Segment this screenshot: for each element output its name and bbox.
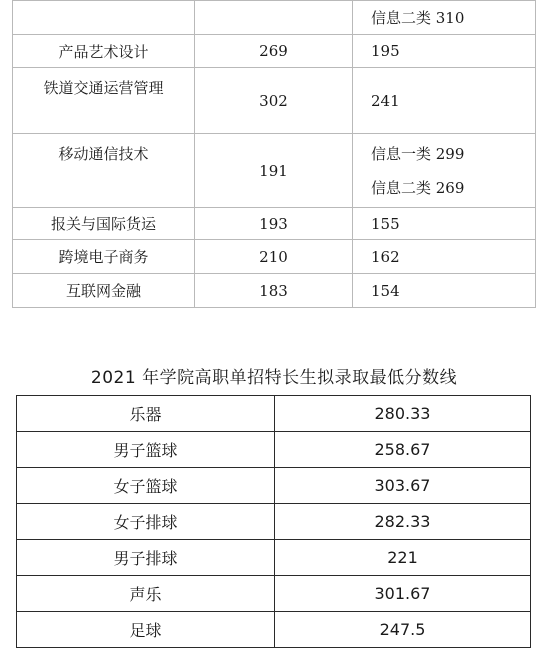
table-row xyxy=(17,396,531,432)
score-detail-cell: 162 xyxy=(353,240,536,274)
score-cell: 191 xyxy=(195,134,353,208)
table-row xyxy=(17,576,531,612)
score-cell: 193 xyxy=(195,208,353,240)
table-row xyxy=(17,504,531,540)
score-detail-cell: 195 xyxy=(353,35,536,68)
score-cell: 269 xyxy=(195,35,353,68)
specialty-name-cell: 女子排球 xyxy=(17,504,275,540)
score-detail-cell: 155 xyxy=(353,208,536,240)
min-score-cell: 280.33 xyxy=(275,396,531,432)
min-score-cell: 282.33 xyxy=(275,504,531,540)
min-score-cell: 301.67 xyxy=(275,576,531,612)
major-name-cell: 报关与国际货运 xyxy=(13,208,195,240)
score-detail-line: 信息二类 269 xyxy=(371,178,465,197)
score-cell: 302 xyxy=(195,68,353,134)
score-detail-cell: 信息二类 310 xyxy=(353,1,536,35)
major-name-cell xyxy=(13,1,195,35)
table-row xyxy=(17,612,531,648)
score-cell: 183 xyxy=(195,274,353,308)
score-cell: 210 xyxy=(195,240,353,274)
min-score-cell: 247.5 xyxy=(275,612,531,648)
table-row xyxy=(13,240,536,274)
table-row xyxy=(17,540,531,576)
score-detail-cell: 154 xyxy=(353,274,536,308)
score-detail-line: 信息一类 299 xyxy=(371,144,465,163)
specialty-name-cell: 男子排球 xyxy=(17,540,275,576)
specialty-name-cell: 女子篮球 xyxy=(17,468,275,504)
major-score-table xyxy=(12,0,536,308)
table-row xyxy=(13,274,536,308)
min-score-cell: 258.67 xyxy=(275,432,531,468)
table-row xyxy=(17,432,531,468)
major-name-cell: 产品艺术设计 xyxy=(13,35,195,68)
table-caption: 2021 年学院高职单招特长生拟录取最低分数线 xyxy=(90,368,458,388)
table-row xyxy=(13,134,536,208)
specialty-name-cell: 声乐 xyxy=(17,576,275,612)
specialty-name-cell: 乐器 xyxy=(17,396,275,432)
table-row xyxy=(13,68,536,134)
table-row xyxy=(13,1,536,35)
specialty-name-cell: 足球 xyxy=(17,612,275,648)
min-score-cell: 221 xyxy=(275,540,531,576)
major-name-cell: 移动通信技术 xyxy=(13,134,195,208)
major-name-cell: 铁道交通运营管理 xyxy=(13,68,195,134)
min-score-cell: 303.67 xyxy=(275,468,531,504)
table-row xyxy=(13,208,536,240)
table-row xyxy=(17,468,531,504)
major-name-cell: 跨境电子商务 xyxy=(13,240,195,274)
specialty-score-table xyxy=(16,395,531,648)
score-detail-cell xyxy=(353,134,536,208)
table-row xyxy=(13,35,536,68)
score-detail-cell: 241 xyxy=(353,68,536,134)
score-cell xyxy=(195,1,353,35)
specialty-name-cell: 男子篮球 xyxy=(17,432,275,468)
major-name-cell: 互联网金融 xyxy=(13,274,195,308)
